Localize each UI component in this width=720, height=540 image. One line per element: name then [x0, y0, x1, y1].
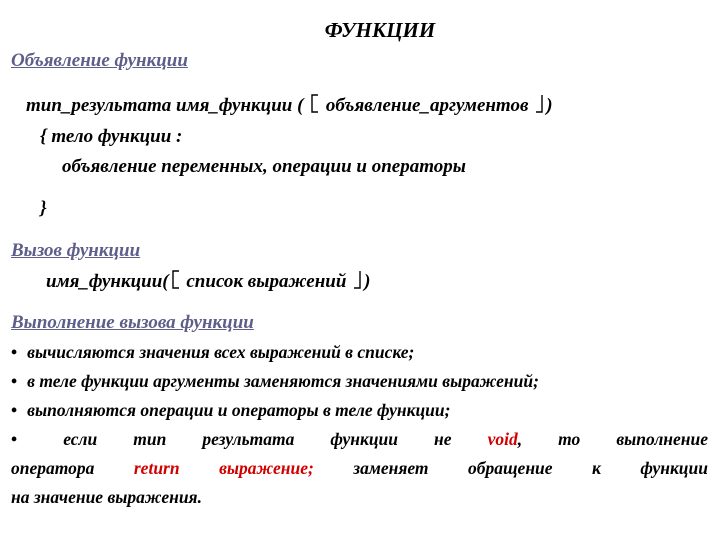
call-args: список выражений — [181, 271, 352, 292]
list-item: • вычисляются значения всех выражений в списке; — [11, 342, 415, 362]
call-close-bracket-icon — [353, 270, 362, 290]
call-name: имя_функции( — [46, 271, 169, 292]
list-item-continuation — [11, 458, 708, 479]
page-title: ФУНКЦИИ — [324, 18, 436, 42]
call-close: ) — [364, 271, 371, 292]
list-item: • в теле функции аргументы заменяются значениями выражений; — [11, 371, 539, 391]
call-heading: Вызов функции — [11, 240, 141, 261]
optional-close-bracket-icon — [535, 94, 544, 114]
execution-heading: Выполнение вызова функции — [11, 312, 254, 333]
list-item-text: если тип результата функции не — [63, 429, 488, 449]
list-item-text: , то выполнение — [517, 429, 709, 449]
list-item-text: выполняются операции и операторы в теле функции; — [27, 400, 451, 420]
optional-open-bracket-icon — [310, 94, 319, 114]
list-item: • если тип результата функции не void, то выполнение — [11, 429, 709, 449]
declaration-signature — [26, 94, 553, 117]
list-item-text: заменяет обращение к функции — [313, 458, 709, 478]
list-item-text: оператора — [11, 458, 134, 478]
list-item-text: вычисляются значения всех выражений в списке; — [27, 342, 415, 362]
signature-args: объявление_аргументов — [321, 95, 534, 116]
function-body-content: объявление переменных, операции и операторы — [62, 156, 466, 177]
return-keyword: return выражение; — [133, 458, 314, 478]
declaration-heading: Объявление функции — [11, 50, 188, 71]
void-keyword: void — [487, 429, 518, 449]
list-item-continuation: на значение выражения. — [11, 487, 202, 507]
function-body-open: { тело функции : — [40, 126, 183, 147]
call-open-bracket-icon — [171, 270, 180, 290]
signature-text-end: ) — [546, 95, 553, 116]
function-body-close: } — [40, 198, 47, 219]
list-item-text: в теле функции аргументы заменяются значениями выражений; — [27, 371, 539, 391]
call-syntax — [46, 270, 371, 293]
signature-text-start: тип_результата имя_функции ( — [26, 95, 309, 116]
list-item: • выполняются операции и операторы в теле функции; — [11, 400, 451, 420]
